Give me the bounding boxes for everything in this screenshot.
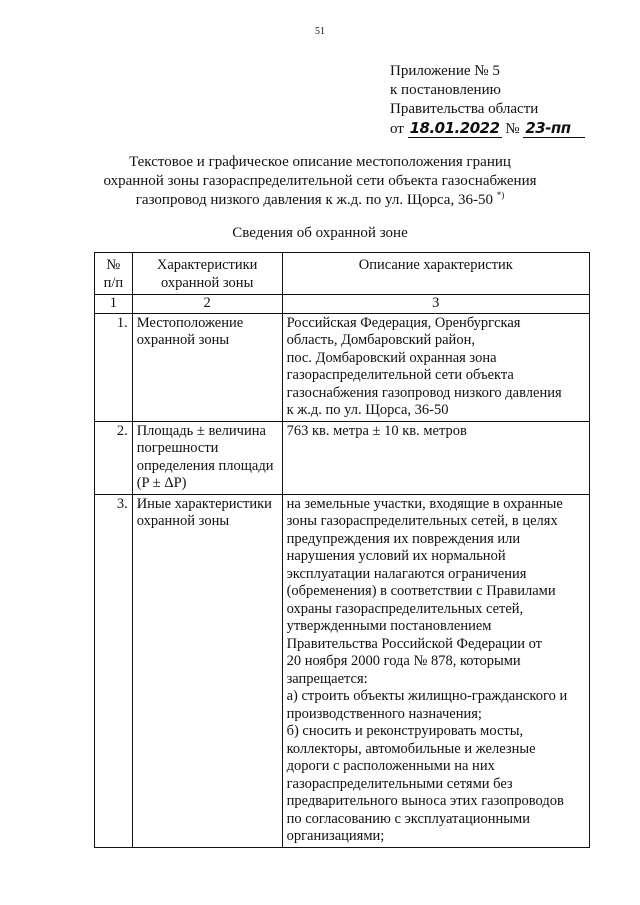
description-line: коллекторы, автомобильные и железные [286, 740, 536, 757]
row-description [282, 494, 589, 847]
characteristic-line: Иные характеристики [136, 495, 272, 512]
handwritten-number: 23-пп [523, 119, 584, 138]
title-line-3-text: газопровод низкого давления к ж.д. по ул. Щорса, 36-50 [135, 192, 493, 208]
appendix-line-1: Приложение № 5 [390, 63, 500, 79]
header-characteristic: Характеристики охранной зоны [132, 253, 282, 295]
appendix-line-2: к постановлению [390, 82, 501, 98]
table-row [95, 494, 590, 847]
row-characteristic [132, 313, 282, 421]
description-line: охраны газораспределительных сетей, [286, 600, 524, 617]
characteristic-line: Площадь ± величина [136, 422, 266, 439]
description-line: на земельные участки, входящие в охранные [286, 495, 563, 512]
description-line: запрещается: [286, 670, 368, 687]
description-line: пос. Домбаровский охранная зона [286, 349, 497, 366]
column-index: 1 [95, 295, 133, 314]
description-line: б) сносить и реконструировать мосты, [286, 723, 524, 739]
description-line: организациями; [286, 828, 385, 844]
characteristic-line: погрешности [136, 440, 219, 456]
footnote-mark: *) [496, 190, 505, 200]
description-line: газоснабжения газопровод низкого давления [286, 384, 562, 401]
description-line: 20 ноября 2000 года № 878, которыми [286, 653, 521, 669]
number-label: № [505, 121, 520, 137]
title-line-3 [60, 191, 580, 210]
description-line: газораспределительными сетями без [286, 775, 513, 792]
characteristic-line: Местоположение [136, 314, 244, 331]
characteristic-line: охранной зоны [136, 513, 230, 529]
column-index-row [95, 295, 590, 314]
row-number: 3. [95, 494, 133, 847]
appendix-block [390, 62, 630, 139]
description-line: дороги с расположенными на них [286, 758, 495, 774]
row-description [282, 313, 589, 421]
header-description: Описание характеристик [282, 253, 589, 295]
table-row [95, 313, 590, 421]
characteristic-line: определения площади [136, 457, 274, 474]
description-line: (обременения) в соответствии с Правилами [286, 583, 556, 599]
table-row [95, 421, 590, 494]
description-line: предварительного выноса этих газопроводов [286, 793, 564, 809]
row-characteristic [132, 494, 282, 847]
row-description [282, 421, 589, 494]
row-number: 2. [95, 421, 133, 494]
description-line: Российская Федерация, Оренбургская [286, 314, 521, 331]
description-line: эксплуатации налагаются ограничения [286, 565, 527, 582]
page-number: 51 [315, 26, 325, 37]
handwritten-date: 18.01.2022 [409, 119, 500, 137]
title-line-2: охранной зоны газораспределительной сети объекта газоснабжения [103, 173, 537, 189]
row-number: 1. [95, 313, 133, 421]
header-number: № п/п [95, 253, 133, 295]
description-line: газораспределительной сети объекта [286, 367, 514, 383]
column-index: 2 [132, 295, 282, 314]
characteristic-line: охранной зоны [136, 332, 230, 348]
table-header-row [95, 253, 590, 295]
description-line: утвержденными постановлением [286, 618, 492, 634]
description-line: а) строить объекты жилищно-гражданского и [286, 688, 568, 704]
description-line: зоны газораспределительных сетей, в целях [286, 513, 558, 529]
description-line: Правительства Российской Федерации от [286, 635, 543, 652]
description-line: область, Домбаровский район, [286, 332, 475, 348]
characteristic-line: (P ± ΔP) [136, 475, 187, 491]
appendix-date-line [390, 119, 630, 139]
appendix-line-3: Правительства области [390, 101, 539, 117]
description-line: предупреждения их повреждения или [286, 530, 521, 547]
description-line: к ж.д. по ул. Щорса, 36-50 [286, 402, 449, 418]
description-line: нарушения условий их нормальной [286, 548, 506, 564]
description-line: по согласованию с эксплуатационными [286, 810, 530, 827]
title-line-1: Текстовое и графическое описание местоположения границ [129, 154, 511, 170]
column-index: 3 [282, 295, 589, 314]
section-subtitle: Сведения об охранной зоне [232, 225, 408, 241]
row-characteristic [132, 421, 282, 494]
description-line: 763 кв. метра ± 10 кв. метров [286, 422, 467, 439]
description-line: производственного назначения; [286, 705, 482, 722]
zone-info-table [94, 252, 590, 848]
from-label: от [390, 121, 404, 137]
document-title [60, 153, 580, 210]
